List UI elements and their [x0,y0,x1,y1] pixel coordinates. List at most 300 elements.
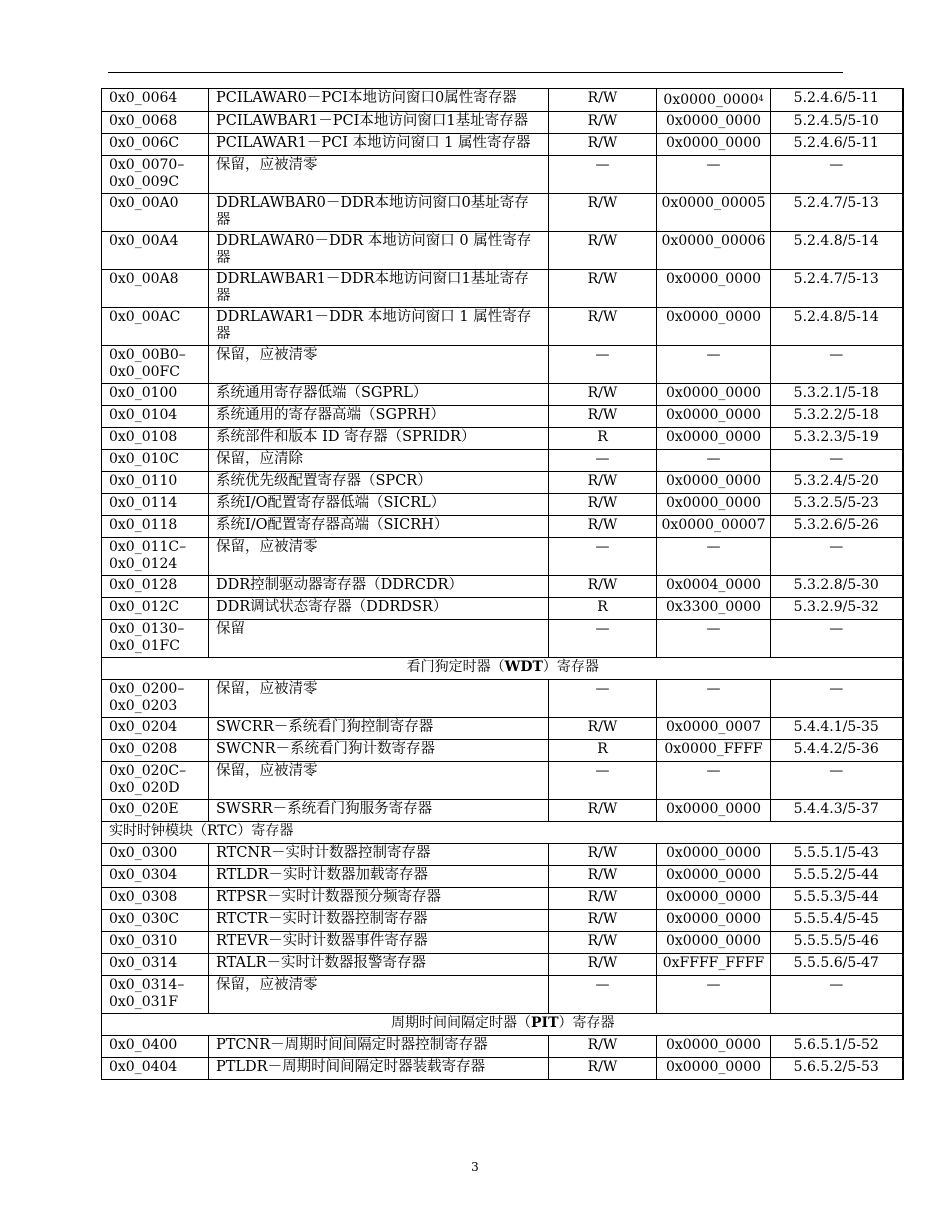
table-row [102,112,903,134]
offset-cell [102,718,209,740]
table-row [102,740,903,762]
reset-value-text: 0x0000_0000 [665,407,762,423]
offset-line: 0x0_0070– [109,157,185,173]
offset-line: 0x0_0208 [109,741,178,757]
offset-cell [102,472,209,494]
section-ref-cell [771,346,903,384]
section-ref-text: 5.2.4.6/5-11 [793,135,879,151]
table-row [102,308,903,346]
offset-line: 0x0_00A8 [109,271,179,287]
access-cell [549,680,657,718]
offset-line: 0x0_0304 [109,867,178,883]
reset-value-text: 0x0000_0000 [665,113,762,129]
offset-cell [102,194,209,232]
register-name-cell [209,844,549,866]
offset-line: 0x0_0128 [109,577,178,593]
section-ref-cell [771,134,903,156]
table-row [102,346,903,384]
reset-value-text: 0x0000_0000 [665,867,762,883]
section-ref-text: 5.2.4.7/5-13 [793,271,879,287]
table-row [102,270,903,308]
offset-cell [102,1036,209,1058]
offset-line: 0x0_020D [109,780,180,796]
reset-value-text: — [706,347,721,363]
offset-cell [102,954,209,976]
table-row [102,976,903,1014]
offset-line: 0x0_0124 [109,556,178,572]
reset-value-cell [657,428,771,450]
access-text: R/W [587,407,618,423]
register-name-text: 保留 [216,621,245,637]
section-ref-text: 5.2.4.6/5-11 [793,90,879,106]
access-text: R/W [587,889,618,905]
access-cell [549,156,657,194]
register-name-cell [209,194,549,232]
section-ref-text: — [829,157,844,173]
reset-value-text: 0xFFFF_FFFF [662,955,765,971]
access-cell [549,89,657,112]
offset-line: 0x0_0200– [109,681,185,697]
offset-line: 0x0_031F [109,994,179,1010]
table-row [102,406,903,428]
section-ref-cell [771,680,903,718]
section-ref-cell [771,866,903,888]
register-name-cell [209,718,549,740]
reset-value-cell [657,976,771,1014]
register-name-cell [209,576,549,598]
register-name-text: DDRLAWBAR1－DDR本地访问窗口1基址寄存器 [216,271,529,304]
table-row [102,1036,903,1058]
register-name-text: 保留，应被清零 [216,347,318,363]
access-cell [549,538,657,576]
access-text: R/W [587,911,618,927]
register-name-text: PTCNR－周期时间间隔定时器控制寄存器 [216,1037,488,1053]
access-text: R/W [587,719,618,735]
section-header-row [102,822,903,844]
access-cell [549,844,657,866]
offset-cell [102,89,209,112]
offset-line: 0x0_00B0– [109,347,186,363]
offset-line: 0x0_0064 [109,90,178,106]
offset-line: 0x0_0108 [109,429,178,445]
offset-line: 0x0_00FC [109,364,180,380]
offset-line: 0x0_0314– [109,977,185,993]
reset-value-cell [657,620,771,658]
access-text: R/W [587,955,618,971]
register-name-text: SWCNR－系统看门狗计数寄存器 [216,741,436,757]
offset-cell [102,428,209,450]
offset-line: 0x0_010C [109,451,180,467]
table-row [102,134,903,156]
reset-value-cell [657,346,771,384]
section-ref-text: 5.3.2.3/5-19 [793,429,879,445]
section-ref-text: 5.6.5.2/5-53 [793,1059,879,1075]
reset-value-text: 0x0000_FFFF [664,741,763,757]
reset-value-cell [657,800,771,822]
access-text: — [595,539,610,555]
section-ref-text: — [829,763,844,779]
section-ref-text: 5.3.2.5/5-23 [793,495,879,511]
offset-cell [102,494,209,516]
register-name-text: 系统I/O配置寄存器低端（SICRL） [216,495,446,511]
offset-cell [102,450,209,472]
table-row [102,494,903,516]
reset-value-cell [657,932,771,954]
access-cell [549,194,657,232]
offset-line: 0x0_009C [109,174,180,190]
access-text: R/W [587,867,618,883]
offset-line: 0x0_0110 [109,473,178,489]
section-ref-text: 5.3.2.8/5-30 [793,577,879,593]
section-ref-cell [771,89,903,112]
reset-value-text: 0x0000_0000 [665,495,762,511]
section-ref-cell [771,156,903,194]
section-ref-text: 5.3.2.9/5-32 [793,599,879,615]
reset-value-text: — [706,621,721,637]
table-row [102,89,903,112]
reset-value-text: 0x0000_0000 [665,933,762,949]
section-ref-cell [771,954,903,976]
reset-value-text: 0x0000_00005 [661,195,766,211]
register-name-text: SWCRR－系统看门狗控制寄存器 [216,719,434,735]
register-map-table [101,88,904,1080]
access-text: — [595,681,610,697]
offset-line: 0x0_0308 [109,889,178,905]
register-name-cell [209,89,549,112]
access-text: R/W [587,233,618,249]
offset-cell [102,346,209,384]
register-name-text: 保留，应被清零 [216,681,318,697]
reset-value-cell [657,740,771,762]
reset-value-cell [657,134,771,156]
access-text: R [597,599,608,615]
offset-line: 0x0_012C [109,599,180,615]
offset-line: 0x0_0104 [109,407,178,423]
section-ref-text: 5.5.5.2/5-44 [793,867,879,883]
register-name-cell [209,800,549,822]
section-ref-cell [771,270,903,308]
access-cell [549,384,657,406]
section-ref-cell [771,112,903,134]
register-name-cell [209,472,549,494]
register-name-cell [209,740,549,762]
register-name-cell [209,976,549,1014]
offset-line: 0x0_006C [109,135,180,151]
offset-cell [102,800,209,822]
register-name-cell [209,428,549,450]
reset-value-text: 0x0000_0000 [665,889,762,905]
table-row [102,888,903,910]
register-name-cell [209,866,549,888]
offset-line: 0x0_0114 [109,495,178,511]
register-name-text: SWSRR－系统看门狗服务寄存器 [216,801,433,817]
reset-value-text: 0x0000_0000 [665,1037,762,1053]
access-cell [549,598,657,620]
access-text: — [595,347,610,363]
table-row [102,538,903,576]
access-text: R/W [587,90,618,106]
access-cell [549,232,657,270]
access-text: R/W [587,1037,618,1053]
reset-value-text: 0x3300_0000 [665,599,762,615]
access-cell [549,800,657,822]
access-text: — [595,157,610,173]
section-ref-cell [771,620,903,658]
offset-cell [102,112,209,134]
section-ref-cell [771,406,903,428]
section-header-prefix: 周期时间间隔定时器（ [391,1015,531,1031]
section-ref-text: 5.2.4.8/5-14 [793,233,879,249]
register-name-text: RTLDR－实时计数器加载寄存器 [216,867,429,883]
offset-line: 0x0_00AC [109,309,181,325]
section-ref-cell [771,800,903,822]
reset-value-cell [657,270,771,308]
access-cell [549,472,657,494]
section-ref-text: 5.3.2.6/5-26 [793,517,879,533]
offset-cell [102,680,209,718]
access-cell [549,450,657,472]
section-ref-text: — [829,977,844,993]
offset-cell [102,1058,209,1080]
offset-line: 0x0_01FC [109,638,180,654]
reset-value-cell [657,538,771,576]
header-rule [108,72,843,73]
section-ref-cell [771,516,903,538]
footnote-marker: 4 [758,94,764,103]
register-name-text: RTALR－实时计数器报警寄存器 [216,955,427,971]
reset-value-text: 0x0000_00007 [661,517,766,533]
reset-value-cell [657,194,771,232]
register-name-text: 系统通用寄存器低端（SGPRL） [216,385,428,401]
access-text: — [595,621,610,637]
section-ref-text: — [829,347,844,363]
section-ref-cell [771,384,903,406]
register-name-text: PTLDR－周期时间间隔定时器装载寄存器 [216,1059,486,1075]
offset-line: 0x0_0068 [109,113,178,129]
register-name-text: DDRLAWAR0－DDR 本地访问窗口 0 属性寄存器 [216,233,532,266]
register-name-cell [209,346,549,384]
register-name-cell [209,954,549,976]
section-ref-cell [771,598,903,620]
access-text: — [595,763,610,779]
table-row [102,910,903,932]
section-ref-text: — [829,621,844,637]
section-ref-text: 5.5.5.6/5-47 [793,955,879,971]
reset-value-text: 0x0000_0000 [665,385,762,401]
register-name-cell [209,384,549,406]
section-ref-cell [771,718,903,740]
offset-line: 0x0_011C– [109,539,187,555]
offset-line: 0x0_0204 [109,719,178,735]
reset-value-text: — [706,977,721,993]
register-name-cell [209,494,549,516]
access-cell [549,270,657,308]
access-cell [549,1058,657,1080]
register-name-text: 系统部件和版本 ID 寄存器（SPRIDR） [216,429,476,445]
offset-cell [102,134,209,156]
access-text: R/W [587,385,618,401]
reset-value-cell [657,472,771,494]
access-text: R/W [587,933,618,949]
reset-value-cell [657,576,771,598]
access-cell [549,620,657,658]
register-name-cell [209,406,549,428]
reset-value-cell [657,866,771,888]
reset-value-text: 0x0000_0000 [665,1059,762,1075]
table-row [102,954,903,976]
register-name-text: 保留，应被清零 [216,977,318,993]
register-name-cell [209,680,549,718]
register-name-cell [209,134,549,156]
access-text: R/W [587,1059,618,1075]
section-ref-cell [771,472,903,494]
register-name-cell [209,308,549,346]
reset-value-cell [657,762,771,800]
section-header-row [102,1014,903,1036]
section-ref-cell [771,844,903,866]
register-name-cell [209,620,549,658]
offset-cell [102,888,209,910]
section-ref-text: — [829,451,844,467]
register-name-text: PCILAWBAR1－PCI本地访问窗口1基址寄存器 [216,113,529,129]
register-name-cell [209,112,549,134]
access-cell [549,494,657,516]
section-header [102,658,903,680]
offset-line: 0x0_0130– [109,621,185,637]
reset-value-text: 0x0000_0000 [665,429,762,445]
offset-cell [102,232,209,270]
reset-value-cell [657,308,771,346]
register-name-text: PCILAWAR1－PCI 本地访问窗口 1 属性寄存器 [216,135,531,151]
section-ref-text: 5.3.2.1/5-18 [793,385,879,401]
register-name-text: RTEVR－实时计数器事件寄存器 [216,933,428,949]
access-cell [549,346,657,384]
reset-value-text: — [706,681,721,697]
offset-line: 0x0_0314 [109,955,178,971]
reset-value-cell [657,516,771,538]
access-text: — [595,977,610,993]
offset-line: 0x0_030C [109,911,180,927]
reset-value-text: — [706,763,721,779]
register-name-cell [209,910,549,932]
register-name-text: 保留，应被清零 [216,157,318,173]
offset-cell [102,910,209,932]
register-name-cell [209,270,549,308]
table-row [102,156,903,194]
offset-cell [102,866,209,888]
section-ref-cell [771,194,903,232]
register-name-cell [209,516,549,538]
reset-value-text: 0x0000_0000 [663,92,759,108]
register-name-cell [209,538,549,576]
register-name-cell [209,156,549,194]
access-text: R/W [587,135,618,151]
offset-cell [102,576,209,598]
table-row [102,428,903,450]
offset-line: 0x0_0300 [109,845,178,861]
section-ref-cell [771,762,903,800]
register-name-cell [209,1036,549,1058]
reset-value-text: — [706,157,721,173]
reset-value-cell [657,156,771,194]
section-ref-cell [771,910,903,932]
register-name-text: DDRLAWBAR0－DDR本地访问窗口0基址寄存器 [216,195,529,228]
reset-value-text: — [706,539,721,555]
access-cell [549,932,657,954]
reset-value-text: 0x0004_0000 [665,577,762,593]
register-name-text: 系统通用的寄存器高端（SGPRH） [216,407,445,423]
section-ref-cell [771,576,903,598]
offset-cell [102,384,209,406]
reset-value-cell [657,89,771,112]
offset-line: 0x0_00A0 [109,195,179,211]
offset-cell [102,270,209,308]
offset-cell [102,762,209,800]
table-row [102,516,903,538]
section-header-abbrev: PIT [531,1015,559,1031]
reset-value-cell [657,406,771,428]
section-ref-text: 5.4.4.2/5-36 [793,741,879,757]
offset-cell [102,740,209,762]
table-row [102,472,903,494]
register-name-cell [209,762,549,800]
register-name-cell [209,450,549,472]
access-cell [549,866,657,888]
offset-line: 0x0_0404 [109,1059,178,1075]
section-header [102,1014,903,1036]
reset-value-cell [657,1058,771,1080]
reset-value-cell [657,384,771,406]
register-name-text: PCILAWAR0－PCI本地访问窗口0属性寄存器 [216,90,517,106]
table-row [102,1058,903,1080]
section-ref-cell [771,428,903,450]
reset-value-cell [657,680,771,718]
section-header-suffix: ）寄存器 [542,659,599,675]
section-ref-cell [771,308,903,346]
register-name-text: RTPSR－实时计数器预分频寄存器 [216,889,441,905]
register-name-text: 保留，应被清零 [216,539,318,555]
reset-value-text: 0x0000_0000 [665,271,762,287]
offset-line: 0x0_0100 [109,385,178,401]
access-text: R/W [587,845,618,861]
offset-cell [102,308,209,346]
section-ref-text: — [829,681,844,697]
register-name-text: 保留，应清除 [216,451,303,467]
access-text: R [597,429,608,445]
access-text: — [595,451,610,467]
reset-value-cell [657,494,771,516]
section-ref-cell [771,740,903,762]
section-ref-cell [771,538,903,576]
section-ref-cell [771,1036,903,1058]
table-row [102,762,903,800]
register-name-text: DDR控制驱动器寄存器（DDRCDR） [216,577,463,593]
access-cell [549,308,657,346]
access-cell [549,516,657,538]
reset-value-cell [657,718,771,740]
access-text: R/W [587,577,618,593]
section-ref-cell [771,1058,903,1080]
section-header-prefix: 实时时钟模块（RTC）寄存器 [109,823,294,839]
section-ref-text: 5.4.4.3/5-37 [793,801,879,817]
table-row [102,932,903,954]
section-ref-text: 5.4.4.1/5-35 [793,719,879,735]
section-ref-text: 5.5.5.5/5-46 [793,933,879,949]
access-text: R/W [587,517,618,533]
register-name-cell [209,1058,549,1080]
access-cell [549,762,657,800]
offset-line: 0x0_00A4 [109,233,179,249]
